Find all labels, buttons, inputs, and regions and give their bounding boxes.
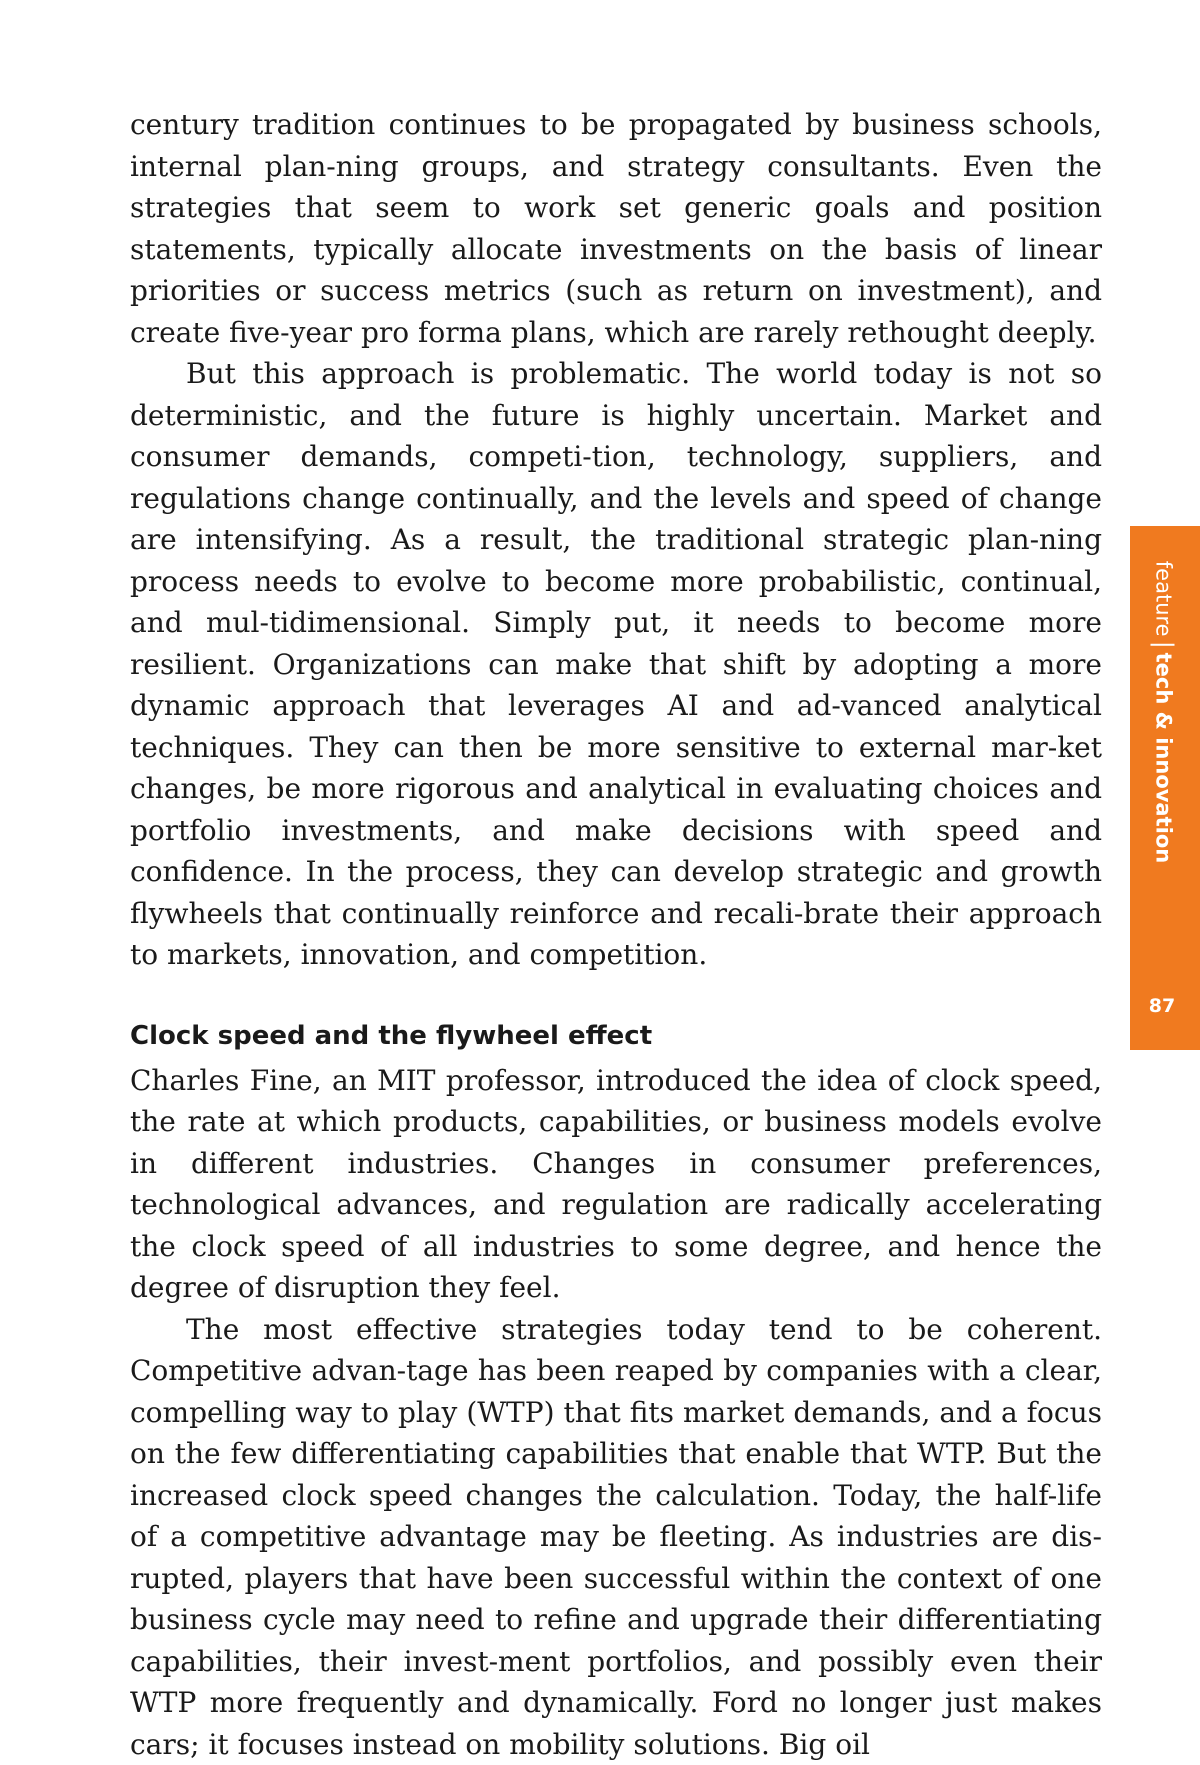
page-number: 87 — [1130, 995, 1194, 1017]
paragraph-3: Charles Fine, an MIT professor, introduced the idea of clock speed, the rate at which products, capabilities, or business models evolve in different industries. Changes in consumer preferences, technological advances, and regulation are radically accelerating the clock speed of all industries to some degree, and hence the degree of disruption they feel. — [130, 1060, 1102, 1309]
section-heading: Clock speed and the flywheel effect — [130, 1018, 1102, 1054]
label-divider — [1151, 644, 1175, 646]
article-body — [130, 104, 1102, 1765]
feature-label: feature — [1152, 561, 1176, 637]
paragraph-1: century tradition continues to be propagated by business schools, internal plan-ning groups, and strategy consultants. Even the strategies that seem to work set generic goals and position statements, typically allocate investments on the basis of linear priorities or success metrics (such as return on investment), and create five-year pro forma plans, which are rarely rethought deeply. — [130, 104, 1102, 353]
side-tab-label — [1151, 561, 1176, 863]
section-label: tech & innovation — [1152, 653, 1176, 864]
paragraph-2: But this approach is problematic. The world today is not so deterministic, and the future is highly uncertain. Market and consumer demands, competi-tion, technology, suppliers, and regulations change continually, and the levels and speed of change are intensifying. As a result, the traditional strategic plan-ning process needs to evolve to become more probabilistic, continual, and mul-tidimensional. Simply put, it needs to become more resilient. Organizations can make that shift by adopting a more dynamic approach that leverages AI and ad-vanced analytical techniques. They can then be more sensitive to external mar-ket changes, be more rigorous and analytical in evaluating choices and portfolio investments, and make decisions with speed and confidence. In the process, they can develop strategic and growth flywheels that continually reinforce and recali-brate their approach to markets, innovation, and competition. — [130, 353, 1102, 976]
paragraph-4: The most effective strategies today tend to be coherent. Competitive advan-tage has been reaped by companies with a clear, compelling way to play (WTP) that fits market demands, and a focus on the few differentiating capabilities that enable that WTP. But the increased clock speed changes the calculation. Today, the half-life of a competitive advantage may be fleeting. As industries are dis-rupted, players that have been successful within the context of one business cycle may need to refine and upgrade their differentiating capabilities, their invest-ment portfolios, and possibly even their WTP more frequently and dynamically. Ford no longer just makes cars; it focuses instead on mobility solutions. Big oil — [130, 1309, 1102, 1765]
